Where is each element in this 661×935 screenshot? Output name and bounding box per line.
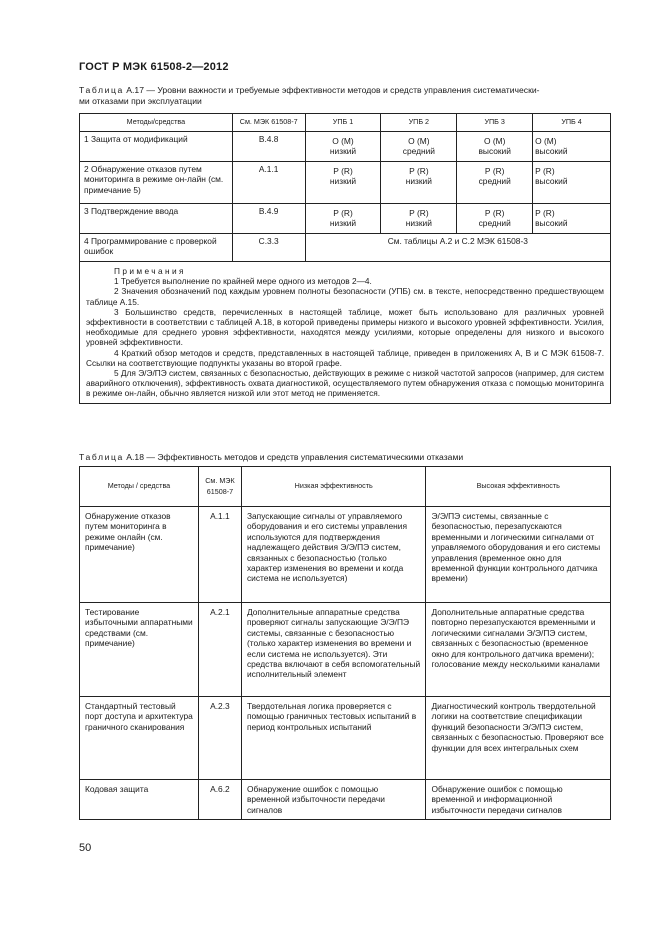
note-item: 5 Для Э/Э/ПЭ систем, связанных с безопасностью, действующих в режиме с низкой частотой запросов (например, для систем аварийного отключения), эффективность охвата диагностикой, осуществляемого путем обнаружения отказа с помощью мониторинга в режиме он-лайн, обычно является низкой или этот метод не применяется. [86,368,604,399]
table17-col-header: См. МЭК 61508-7 [232,114,305,132]
level-value: О (M) [408,136,430,146]
table17-col-header: Методы/средства [80,114,233,132]
level-effectiveness: низкий [329,176,357,187]
level-effectiveness: низкий [405,176,432,187]
ref-cell: A.1.1 [232,162,305,204]
level-value: О (M) [332,136,354,146]
ref-cell: B.4.9 [232,204,305,234]
ref-cell: C.3.3 [232,234,305,262]
notes-title: Примечания [114,266,186,276]
level-cell [305,204,381,234]
high-effectiveness-cell: Э/Э/ПЭ системы, связанные с безопасностью, перезапускаются временными и логическими сигналами от управляемого оборудования и его системы управления (временное окно для временной функции контрольного датчика времени) [426,507,611,603]
level-effectiveness: низкий [405,218,432,229]
high-effectiveness-cell: Диагностический контроль твердотельной логики на соответствие спецификации функций безопасности Э/Э/ПЭ систем, связанных с безопасностью. Проверяют все функции для всех интегральных схем [426,697,611,780]
table17-notes [80,262,611,404]
ref-cell: A.2.3 [198,697,241,780]
method-cell: 4 Программирование с проверкой ошибок [80,234,233,262]
table17-col-header: УПБ 1 [305,114,381,132]
spanned-cell: См. таблицы А.2 и С.2 МЭК 61508-3 [305,234,610,262]
low-effectiveness-cell: Запускающие сигналы от управляемого оборудования и его системы управления используются для подтверждения надлежащего действия Э/Э/ПЭ систем, связанных с безопасностью (только характер изменения во времени и когда система не используется) [241,507,426,603]
method-cell: Обнаружение отказов путем мониторинга в режиме онлайн (см. примечание) [80,507,199,603]
table17-caption [79,85,540,106]
method-cell: 2 Обнаружение отказов путем мониторинга в режиме он-лайн (см. примечание 5) [80,162,233,204]
level-effectiveness: высокий [535,146,568,157]
table-row [80,162,611,204]
level-value: Р (R) [535,166,555,176]
level-cell [381,204,457,234]
level-cell [533,162,611,204]
ref-cell: B.4.8 [232,132,305,162]
table-17 [79,113,611,404]
table17-caption-text: А.17 — Уровни важности и требуемые эффективности методов и средств управления систематически- [123,85,540,95]
method-cell: 3 Подтверждение ввода [80,204,233,234]
high-effectiveness-cell: Обнаружение ошибок с помощью временной и информационной избыточности передачи сигналов [426,780,611,820]
level-effectiveness: высокий [535,218,568,229]
note-item: 1 Требуется выполнение по крайней мере одного из методов 2—4. [114,276,372,287]
note-item: 3 Большинство средств, перечисленных в настоящей таблице, может быть использовано для различных уровней эффективности в соответствии с таблицей А.18, в которой приведены примеры низкого и высокого уровней эффективности. Усилия, необходимые для среднего уровня эффективности, находятся между усилиями, которые определены для низкого и высокого уровней эффективности. [86,306,604,348]
table18-col-header: См. МЭК 61508-7 [198,467,241,507]
table18-col-header: Низкая эффективность [241,467,426,507]
level-value: Р (R) [333,166,353,176]
level-cell [457,132,533,162]
level-cell [381,132,457,162]
level-cell [305,162,381,204]
level-value: О (M) [535,136,557,146]
level-value: О (M) [483,136,506,146]
table-row [80,234,611,262]
table-row [80,697,611,780]
method-cell: Тестирование избыточными аппаратными средствами (см. примечание) [80,603,199,697]
method-cell: 1 Защита от модификаций [80,132,233,162]
low-effectiveness-cell: Обнаружение ошибок с помощью временной избыточности передачи сигналов [241,780,426,820]
table-18 [79,466,611,820]
table17-header-row [80,114,611,132]
level-value: Р (R) [484,166,505,176]
level-effectiveness: средний [478,176,511,187]
level-cell [381,162,457,204]
table-row [80,204,611,234]
level-cell [457,204,533,234]
low-effectiveness-cell: Дополнительные аппаратные средства проверяют сигналы запускающие Э/Э/ПЭ системы, связанные с безопасностью (только характер изменения во времени и если система не используется). Эти средства включают в себя вспомогательный исполнительный элемент [241,603,426,697]
table-row [80,780,611,820]
level-effectiveness: средний [402,146,435,157]
table-row [80,132,611,162]
document-header: ГОСТ Р МЭК 61508-2—2012 [79,61,229,73]
level-cell [533,132,611,162]
table-row [80,507,611,603]
level-value: Р (R) [484,208,505,218]
method-cell: Стандартный тестовый порт доступа и архитектура граничного сканирования [80,697,199,780]
table18-caption [79,452,463,463]
level-cell [533,204,611,234]
level-value: Р (R) [409,166,429,176]
table17-notes-row [80,262,611,404]
level-value: Р (R) [535,208,555,218]
table17-col-header: УПБ 4 [533,114,611,132]
ref-cell: A.1.1 [198,507,241,603]
table17-col-header: УПБ 3 [457,114,533,132]
level-effectiveness: высокий [535,176,568,187]
table-row [80,603,611,697]
table18-col-header: Методы / средства [80,467,199,507]
level-effectiveness: высокий [478,146,511,157]
ref-cell: A.6.2 [198,780,241,820]
table17-caption-line2: ми отказами при эксплуатации [79,95,202,106]
page-number: 50 [79,842,92,854]
level-effectiveness: низкий [329,218,357,229]
level-value: Р (R) [409,208,429,218]
table17-col-header: УПБ 2 [381,114,457,132]
note-item: 2 Значения обозначений под каждым уровнем полноты безопасности (УПБ) см. в тексте, непосредственно предшествующем таблице А.15. [86,286,604,307]
high-effectiveness-cell: Дополнительные аппаратные средства повторно перезапускаются временными и логическими сигналами Э/Э/ПЭ систем, связанных с безопасностью (временное окно для контрольного датчика времени); голосование между несколькими каналами [426,603,611,697]
level-effectiveness: средний [478,218,511,229]
ref-cell: A.2.1 [198,603,241,697]
table17-label: Таблица [79,85,124,95]
low-effectiveness-cell: Твердотельная логика проверяется с помощью граничных тестовых испытаний в период контрольных испытаний [241,697,426,780]
level-value: Р (R) [333,208,353,218]
table18-label: Таблица [79,452,124,462]
table18-header-row [80,467,611,507]
level-effectiveness: низкий [329,146,357,157]
method-cell: Кодовая защита [80,780,199,820]
table18-caption-text: А.18 — Эффективность методов и средств управления систематическими отказами [123,452,464,462]
level-cell [457,162,533,204]
level-cell [305,132,381,162]
note-item: 4 Краткий обзор методов и средств, представленных в настоящей таблице, приведен в приложениях А, В и С МЭК 61508-7. Ссылки на соответствующие подпункты указаны во второй графе. [86,347,604,368]
table18-col-header: Высокая эффективность [426,467,611,507]
